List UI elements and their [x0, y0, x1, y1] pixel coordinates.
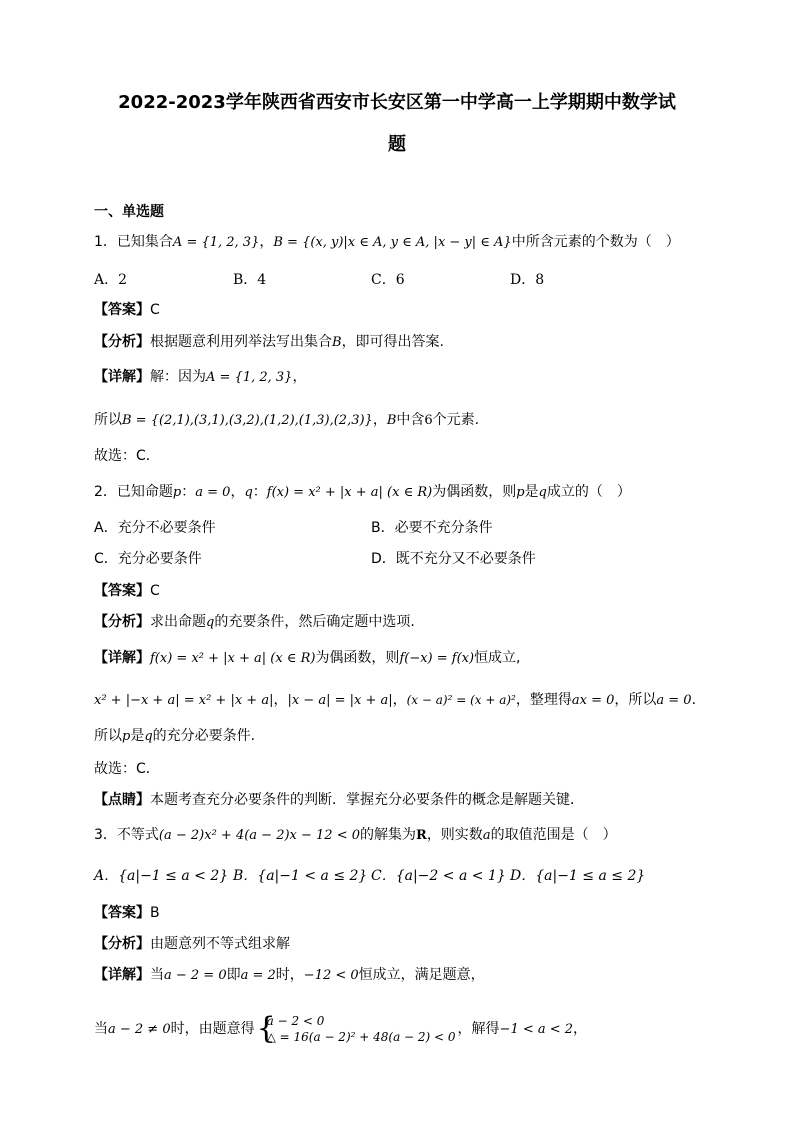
q1-analysis [94, 333, 444, 352]
q3-a: a [482, 828, 491, 843]
q3-R: R [416, 828, 427, 843]
q2-line2-m5: a = 0 [656, 693, 692, 708]
q3-detail-m1: a − 2 = 0 [164, 968, 227, 983]
q1-detail-pre: 解：因为 [150, 369, 206, 385]
q2-option-b: B．必要不充分条件 [371, 520, 493, 536]
detail-tag: 【详解】 [94, 650, 150, 666]
answer-value: C [150, 302, 160, 318]
q1-stem-pre: 1．已知集合 [94, 234, 173, 250]
q3-sys-row2: △ = 16(a − 2)² + 48(a − 2) < 0 [266, 1030, 456, 1044]
q1-detail-math: A = {1, 2, 3} [206, 370, 293, 385]
q1-line2-mid: ， [372, 412, 387, 428]
q2-stem-mid2: 是 [524, 484, 539, 500]
q2-option-d: D．既不充分又不必要条件 [371, 551, 536, 567]
q2-p2: p [516, 485, 525, 500]
q3-answer [94, 904, 160, 922]
q1-answer [94, 301, 160, 319]
q2-q2: q [538, 485, 547, 500]
q3-ineq: (a − 2)x² + 4(a − 2)x − 12 < 0 [158, 828, 360, 843]
q3-sys-row1: a − 2 < 0 [266, 1014, 325, 1028]
q2-stem-post: 成立的（ ） [546, 484, 631, 500]
q2-choice: 故选：C． [94, 761, 160, 777]
q2-detail-math2: f(−x) = f(x) [399, 651, 475, 666]
q1-stem-post: 中所含元素的个数为（ ） [511, 234, 680, 250]
q3-analysis-text: 由题意列不等式组求解 [150, 936, 290, 952]
q2-c2: ， [230, 484, 245, 500]
q1-set-a: A = {1, 2, 3} [172, 235, 260, 250]
q1-sep: ， [259, 234, 274, 250]
q3-detail-mid: 即 [226, 967, 241, 983]
q2-remark [94, 791, 584, 809]
q1-option-b: B．4 [233, 272, 267, 288]
q2-analysis-pre: 求出命题 [150, 614, 206, 630]
q3-detail-mid2: 时， [275, 967, 304, 983]
q3-inequality-system [257, 1013, 456, 1045]
answer-value: C [150, 583, 160, 599]
answer-tag: 【答案】 [94, 302, 150, 318]
q2-detail-math: f(x) = x² + |x + a| (x ∈ R) [150, 651, 316, 666]
q1-set-b: B = {(x, y)|x ∈ A, y ∈ A, |x − y| ∈ A} [273, 235, 512, 250]
q1-detail [94, 368, 306, 387]
q2-line3-post: 的充分必要条件. [152, 728, 256, 744]
q2-detail-line3 [94, 727, 255, 746]
q2-line3-q: q [144, 729, 153, 744]
q2-answer [94, 582, 160, 600]
detail-tag: 【详解】 [94, 369, 150, 385]
q2-line2-m1: x² + |−x + a| = x² + |x + a| [94, 693, 274, 708]
q3-detail-m2: a = 2 [240, 968, 276, 983]
q2-q: q [244, 485, 253, 500]
q3-line2-post: ， [573, 1021, 588, 1037]
q2-detail-line2 [94, 691, 696, 710]
q2-line2-s3: ，整理得 [515, 692, 572, 708]
q1-detail-post: ， [292, 369, 307, 385]
q3-option-b: B．{a|−1 < a ≤ 2} [233, 868, 368, 884]
q2-line3-mid: 是 [130, 728, 145, 744]
q3-stem-mid2: ，则实数 [426, 827, 483, 843]
q2-analysis-var: q [206, 615, 215, 630]
q1-choice: 故选：C. [94, 448, 151, 464]
q1-line2-mid2: 中含 [396, 412, 425, 428]
brace-icon: { [256, 1011, 276, 1046]
q3-option-d: D．{a|−1 ≤ a ≤ 2} [510, 868, 646, 884]
q2-line2-m2: |x − a| = |x + a| [287, 693, 393, 708]
q2-line2-s1: ， [273, 692, 288, 708]
q2-line2-s2: ， [392, 692, 407, 708]
detail-tag: 【详解】 [94, 967, 150, 983]
q2-detail-mid: 为偶函数，则 [315, 650, 400, 666]
q3-line2-mid: 时，由题意得 [170, 1021, 255, 1037]
q2-q-def: f(x) = x² + |x + a| (x ∈ R) [266, 485, 433, 500]
q3-line2-m1: a − 2 ≠ 0 [108, 1022, 171, 1037]
q1-detail-line2 [94, 411, 479, 430]
q3-option-a: A．{a|−1 ≤ a < 2} [94, 868, 229, 884]
q3-detail-pre: 当 [150, 967, 164, 983]
q1-line2-num: 6 [424, 413, 433, 428]
q1-line2-math: B = {(2,1),(3,1),(3,2),(1,2),(1,3),(2,3)} [122, 413, 373, 428]
page-title-continued: 题 [388, 134, 406, 155]
answer-tag: 【答案】 [94, 583, 150, 599]
q2-stem-mid: 为偶函数，则 [432, 484, 517, 500]
q1-analysis-var: B [332, 335, 342, 350]
q1-line2-post: 个元素. [432, 412, 480, 428]
q3-line2-m2: −1 < a < 2 [499, 1022, 574, 1037]
q2-line3-p: p [122, 729, 131, 744]
q3-line2-mid2: ，解得 [457, 1021, 500, 1037]
q2-line2-end: . [691, 692, 697, 708]
section-heading: 一、单选题 [94, 204, 164, 220]
page-title: 2022-2023学年陕西省西安市长安区第一中学高一上学期期中数学试 [118, 92, 676, 113]
q2-remark-text: 本题考查充分必要条件的判断．掌握充分必要条件的概念是解题关键． [150, 792, 584, 808]
q1-option-c: C．6 [371, 272, 405, 288]
q2-analysis-post: 的充要条件，然后确定题中选项. [214, 614, 415, 630]
q3-line2-pre: 当 [94, 1021, 108, 1037]
q2-line3-pre: 所以 [94, 728, 122, 744]
q2-stem-pre: 2．已知命题 [94, 484, 173, 500]
analysis-tag: 【分析】 [94, 936, 150, 952]
q2-line2-m3: (x − a)² = (x + a)² [406, 693, 516, 707]
q3-stem-post: 的取值范围是（ ） [490, 827, 617, 843]
q3-detail [94, 966, 485, 985]
answer-tag: 【答案】 [94, 905, 150, 921]
q2-analysis [94, 613, 415, 632]
answer-value: B [150, 905, 160, 921]
q3-analysis [94, 935, 290, 953]
q1-stem [94, 233, 680, 252]
analysis-tag: 【分析】 [94, 334, 150, 350]
q1-analysis-post: ，即可得出答案. [341, 334, 445, 350]
q3-detail-m3: −12 < 0 [303, 968, 359, 983]
q3-detail-line2 [94, 1013, 587, 1045]
q2-p: p [172, 485, 182, 500]
q2-detail [94, 649, 521, 668]
q2-c3: ： [252, 484, 267, 500]
q3-stem-pre: 3．不等式 [94, 827, 159, 843]
q2-line2-m4: ax = 0 [571, 693, 615, 708]
remark-tag: 【点睛】 [94, 792, 150, 808]
q2-p-def: a = 0 [195, 485, 231, 500]
q2-line2-s4: ，所以 [614, 692, 657, 708]
q2-c1: ： [181, 484, 196, 500]
q1-line2-pre: 所以 [94, 412, 122, 428]
q2-stem [94, 483, 631, 502]
q2-option-c: C．充分必要条件 [94, 551, 202, 567]
q1-option-d: D．8 [510, 272, 545, 288]
q1-line2-var: B [386, 413, 397, 428]
analysis-tag: 【分析】 [94, 614, 150, 630]
q3-option-c: C．{a|−2 < a < 1} [371, 868, 506, 884]
q3-stem-mid: 的解集为 [360, 827, 416, 843]
q2-detail-post: 恒成立, [474, 650, 521, 666]
q2-option-a: A．充分不必要条件 [94, 520, 216, 536]
q1-analysis-pre: 根据题意利用列举法写出集合 [150, 334, 332, 350]
q3-detail-post: 恒成立，满足题意， [358, 967, 485, 983]
q1-option-a: A．2 [94, 272, 128, 288]
q3-stem [94, 826, 617, 845]
